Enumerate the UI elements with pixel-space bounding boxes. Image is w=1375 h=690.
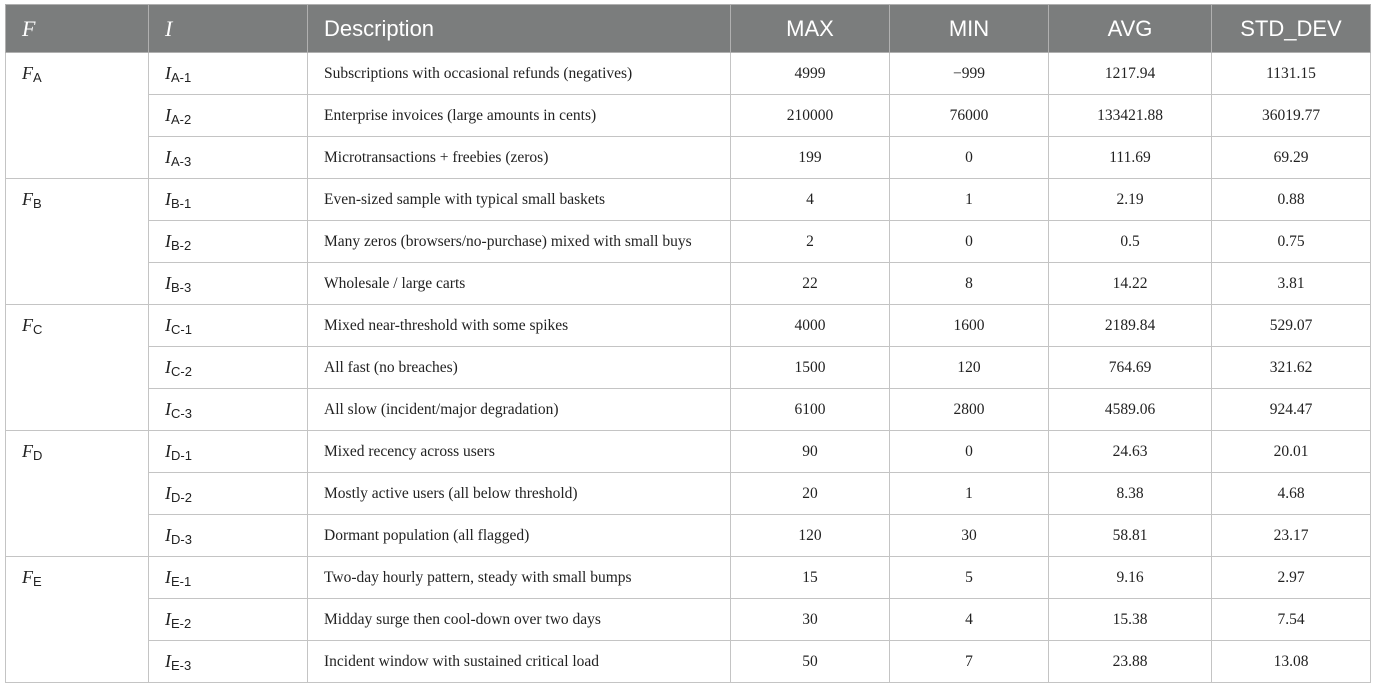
avg-cell: 764.69 [1049,347,1212,389]
header-avg: AVG [1049,5,1212,53]
std-dev-cell: 0.75 [1212,221,1371,263]
description-cell: Incident window with sustained critical load [308,641,731,683]
std-dev-cell: 36019.77 [1212,95,1371,137]
statistics-table [5,4,1371,683]
max-cell: 90 [731,431,890,473]
table-row [6,431,1371,473]
instance-subscript: A-3 [171,153,192,169]
instance-label [149,263,308,305]
avg-cell: 1217.94 [1049,53,1212,95]
instance-letter: I [165,650,171,671]
min-cell: 0 [890,137,1049,179]
instance-letter: I [165,482,171,503]
std-dev-cell: 0.88 [1212,179,1371,221]
avg-cell: 2189.84 [1049,305,1212,347]
avg-cell: 0.5 [1049,221,1212,263]
instance-letter: I [165,272,171,293]
avg-cell: 15.38 [1049,599,1212,641]
min-cell: 7 [890,641,1049,683]
description-cell: Dormant population (all flagged) [308,515,731,557]
group-letter: F [22,567,33,587]
std-dev-cell: 924.47 [1212,389,1371,431]
min-cell: 0 [890,221,1049,263]
instance-letter: I [165,104,171,125]
instance-letter: I [165,62,171,83]
max-cell: 15 [731,557,890,599]
std-dev-cell: 1131.15 [1212,53,1371,95]
instance-label [149,305,308,347]
max-cell: 22 [731,263,890,305]
group-letter: F [22,189,33,209]
max-cell: 4000 [731,305,890,347]
avg-cell: 14.22 [1049,263,1212,305]
header-std-dev: STD_DEV [1212,5,1371,53]
instance-letter: I [165,524,171,545]
instance-label [149,557,308,599]
avg-cell: 23.88 [1049,641,1212,683]
min-cell: 1 [890,473,1049,515]
description-cell: All fast (no breaches) [308,347,731,389]
avg-cell: 58.81 [1049,515,1212,557]
group-label [6,557,149,683]
min-cell: 120 [890,347,1049,389]
instance-subscript: E-2 [171,615,192,631]
max-cell: 199 [731,137,890,179]
description-cell: Mixed recency across users [308,431,731,473]
instance-letter: I [165,356,171,377]
instance-letter: I [165,230,171,251]
instance-letter: I [165,398,171,419]
std-dev-cell: 7.54 [1212,599,1371,641]
std-dev-cell: 2.97 [1212,557,1371,599]
description-cell: Many zeros (browsers/no-purchase) mixed with small buys [308,221,731,263]
max-cell: 2 [731,221,890,263]
min-cell: 76000 [890,95,1049,137]
table-row [6,641,1371,683]
avg-cell: 133421.88 [1049,95,1212,137]
description-cell: Microtransactions + freebies (zeros) [308,137,731,179]
avg-cell: 4589.06 [1049,389,1212,431]
table-row [6,263,1371,305]
instance-label [149,221,308,263]
max-cell: 4 [731,179,890,221]
table-row [6,599,1371,641]
instance-label [149,179,308,221]
min-cell: 4 [890,599,1049,641]
min-cell: 1600 [890,305,1049,347]
max-cell: 30 [731,599,890,641]
max-cell: 210000 [731,95,890,137]
instance-subscript: C-2 [171,363,192,379]
group-letter: F [22,441,33,461]
min-cell: 30 [890,515,1049,557]
instance-letter: I [165,440,171,461]
instance-subscript: D-3 [171,531,192,547]
table-row [6,221,1371,263]
header-i: I [149,5,308,53]
header-min: MIN [890,5,1049,53]
instance-label [149,137,308,179]
instance-subscript: E-3 [171,657,192,673]
description-cell: Even-sized sample with typical small baskets [308,179,731,221]
table-row [6,95,1371,137]
group-subscript: A [33,70,42,85]
description-cell: Enterprise invoices (large amounts in cents) [308,95,731,137]
avg-cell: 9.16 [1049,557,1212,599]
std-dev-cell: 3.81 [1212,263,1371,305]
group-label [6,53,149,179]
table-row [6,53,1371,95]
instance-subscript: D-1 [171,447,192,463]
group-label [6,305,149,431]
std-dev-cell: 13.08 [1212,641,1371,683]
std-dev-cell: 321.62 [1212,347,1371,389]
instance-label [149,515,308,557]
max-cell: 20 [731,473,890,515]
instance-subscript: D-2 [171,489,192,505]
instance-label [149,473,308,515]
instance-letter: I [165,566,171,587]
min-cell: 5 [890,557,1049,599]
instance-label [149,347,308,389]
group-label [6,431,149,557]
table-row [6,389,1371,431]
description-cell: Two-day hourly pattern, steady with small bumps [308,557,731,599]
group-subscript: C [33,322,43,337]
max-cell: 120 [731,515,890,557]
std-dev-cell: 20.01 [1212,431,1371,473]
max-cell: 6100 [731,389,890,431]
instance-label [149,641,308,683]
min-cell: 0 [890,431,1049,473]
std-dev-cell: 69.29 [1212,137,1371,179]
min-cell: −999 [890,53,1049,95]
description-cell: Mostly active users (all below threshold) [308,473,731,515]
header-f: F [6,5,149,53]
instance-label [149,431,308,473]
header-description: Description [308,5,731,53]
group-letter: F [22,315,33,335]
instance-subscript: B-2 [171,237,192,253]
instance-subscript: B-1 [171,195,192,211]
group-subscript: B [33,196,42,211]
avg-cell: 111.69 [1049,137,1212,179]
description-cell: Midday surge then cool-down over two days [308,599,731,641]
instance-subscript: B-3 [171,279,192,295]
avg-cell: 8.38 [1049,473,1212,515]
table-row [6,179,1371,221]
group-subscript: D [33,448,43,463]
group-label [6,179,149,305]
std-dev-cell: 23.17 [1212,515,1371,557]
description-cell: Subscriptions with occasional refunds (negatives) [308,53,731,95]
avg-cell: 24.63 [1049,431,1212,473]
instance-subscript: C-1 [171,321,192,337]
max-cell: 4999 [731,53,890,95]
table-row [6,515,1371,557]
min-cell: 1 [890,179,1049,221]
std-dev-cell: 529.07 [1212,305,1371,347]
table-row [6,137,1371,179]
instance-letter: I [165,188,171,209]
max-cell: 1500 [731,347,890,389]
avg-cell: 2.19 [1049,179,1212,221]
table-row [6,473,1371,515]
table-header [6,5,1371,53]
min-cell: 8 [890,263,1049,305]
instance-label [149,53,308,95]
group-subscript: E [33,574,42,589]
min-cell: 2800 [890,389,1049,431]
table-row [6,305,1371,347]
instance-label [149,95,308,137]
std-dev-cell: 4.68 [1212,473,1371,515]
instance-letter: I [165,608,171,629]
instance-letter: I [165,146,171,167]
instance-subscript: A-1 [171,69,192,85]
instance-subscript: A-2 [171,111,192,127]
instance-letter: I [165,314,171,335]
instance-label [149,389,308,431]
description-cell: All slow (incident/major degradation) [308,389,731,431]
instance-subscript: C-3 [171,405,192,421]
description-cell: Mixed near-threshold with some spikes [308,305,731,347]
header-max: MAX [731,5,890,53]
table-row [6,557,1371,599]
instance-subscript: E-1 [171,573,192,589]
table-body [6,53,1371,683]
max-cell: 50 [731,641,890,683]
description-cell: Wholesale / large carts [308,263,731,305]
table-row [6,347,1371,389]
instance-label [149,599,308,641]
group-letter: F [22,63,33,83]
